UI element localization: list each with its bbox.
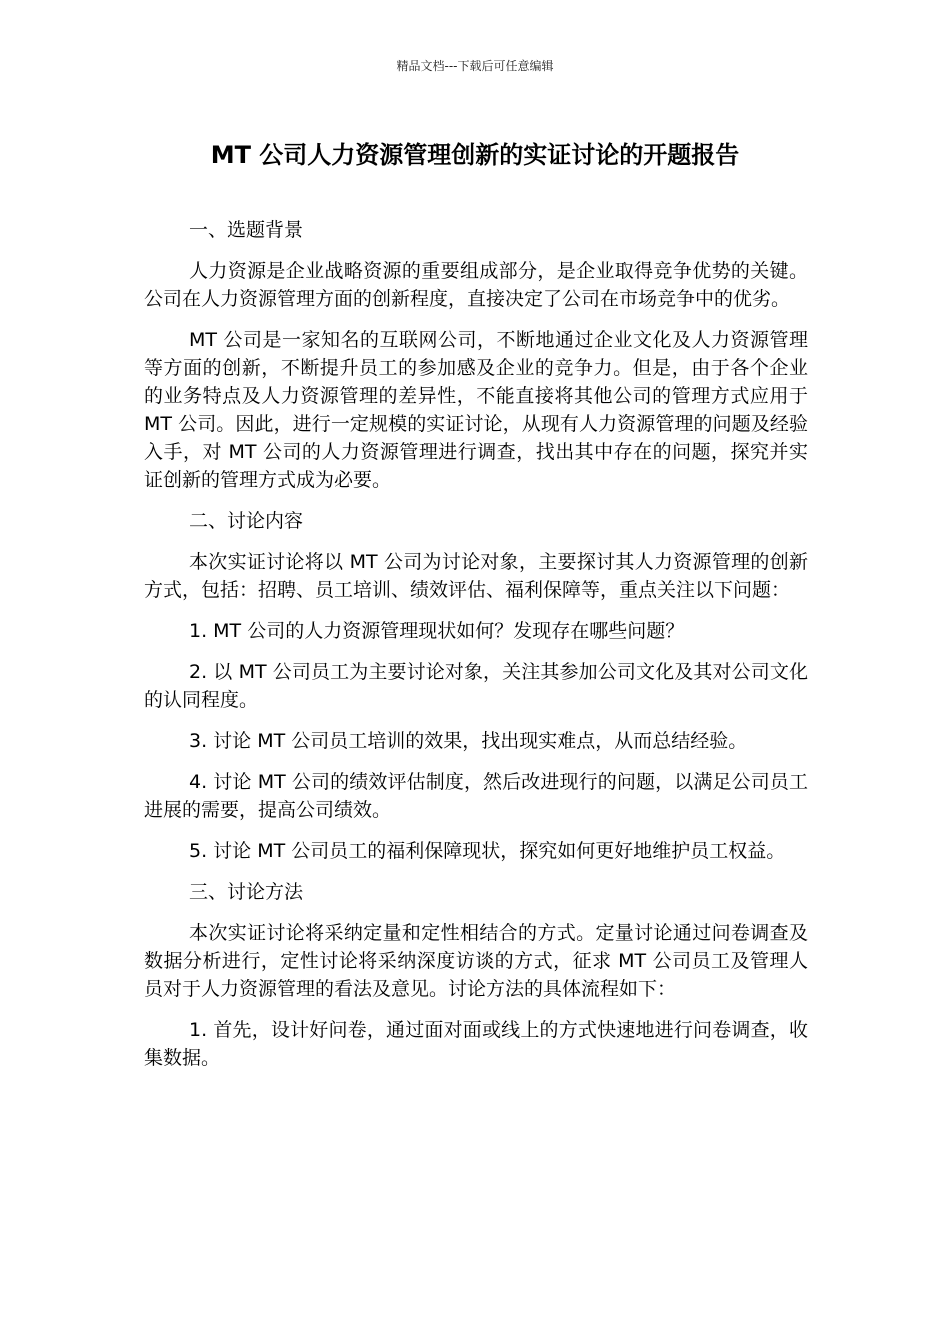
paragraph-method-intro: 本次实证讨论将采纳定量和定性相结合的方式。定量讨论通过问卷调查及数据分析进行，定性讨论将采纳深度访谈的方式，征求 MT 公司员工及管理人员对于人力资源管理的看法及意见。讨论方法的具体流程如下： xyxy=(144,922,808,1000)
header-note: 精品文档---下载后可任意编辑 xyxy=(396,59,554,73)
list-item-content-3: 3. 讨论 MT 公司员工培训的效果，找出现实难点，从而总结经验。 xyxy=(189,730,748,752)
list-item-content-2: 2. 以 MT 公司员工为主要讨论对象，关注其参加公司文化及其对公司文化的认同程度。 xyxy=(144,661,808,711)
paragraph-content-intro: 本次实证讨论将以 MT 公司为讨论对象，主要探讨其人力资源管理的创新方式，包括：招聘、员工培训、绩效评估、福利保障等，重点关注以下问题： xyxy=(144,551,808,601)
list-item-content-1: 1. MT 公司的人力资源管理现状如何？发现存在哪些问题？ xyxy=(189,620,685,642)
document-body xyxy=(144,216,808,1085)
document-title: MT 公司人力资源管理创新的实证讨论的开题报告 xyxy=(210,141,740,169)
list-item-content-5: 5. 讨论 MT 公司员工的福利保障现状，探究如何更好地维护员工权益。 xyxy=(189,840,786,862)
list-item-content-4: 4. 讨论 MT 公司的绩效评估制度，然后改进现行的问题，以满足公司员工进展的需要，提高公司绩效。 xyxy=(144,771,808,821)
section-heading-content: 二、讨论内容 xyxy=(189,510,304,532)
list-item-method-1: 1. 首先，设计好问卷，通过面对面或线上的方式快速地进行问卷调查，收集数据。 xyxy=(144,1019,808,1069)
paragraph-background-2: MT 公司是一家知名的互联网公司，不断地通过企业文化及人力资源管理等方面的创新，不断提升员工的参加感及企业的竞争力。但是，由于各个企业的业务特点及人力资源管理的差异性，不能直接将其他公司的管理方式应用于 MT 公司。因此，进行一定规模的实证讨论，从现有人力资源管理的问题及经验入手，对 MT 公司的人力资源管理进行调查，找出其中存在的问题，探究并实证创新的管理方式成为必要。 xyxy=(144,329,808,491)
paragraph-background-1: 人力资源是企业战略资源的重要组成部分，是企业取得竞争优势的关键。公司在人力资源管理方面的创新程度，直接决定了公司在市场竞争中的优劣。 xyxy=(144,260,808,310)
section-heading-method: 三、讨论方法 xyxy=(189,881,304,903)
section-heading-background: 一、选题背景 xyxy=(189,219,304,241)
